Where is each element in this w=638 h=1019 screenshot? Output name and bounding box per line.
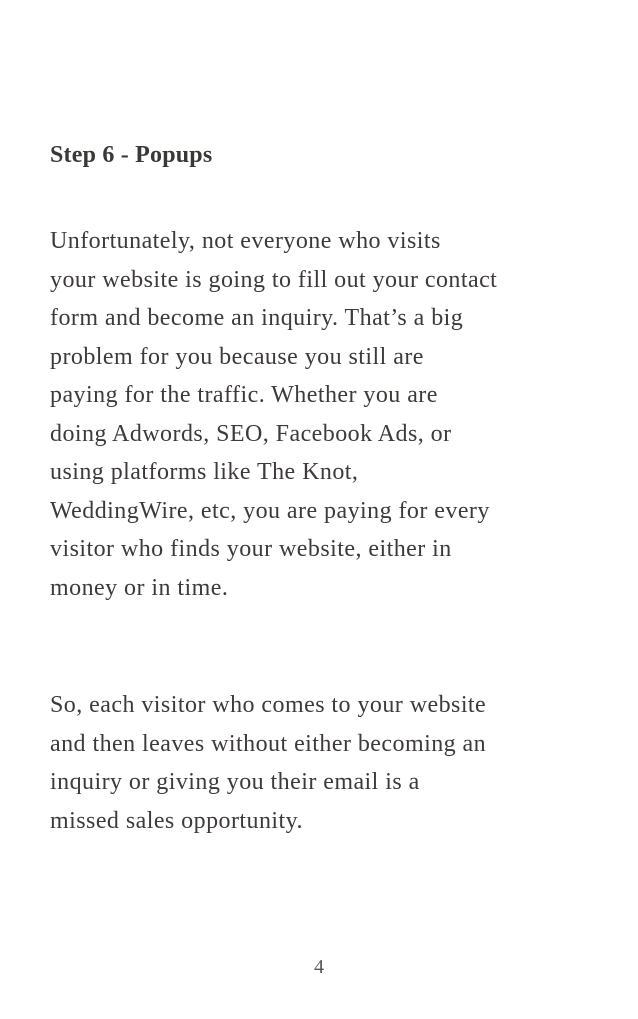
paragraph-line: form and become an inquiry. That’s a big <box>50 305 464 331</box>
paragraph-line: money or in time. <box>50 574 229 601</box>
paragraph-line: So, each visitor who comes to your website <box>50 692 487 718</box>
paragraph-line: problem for you because you still are <box>50 343 424 370</box>
section-heading: Step 6 - Popups <box>50 142 213 168</box>
body-paragraph-1 <box>50 222 497 607</box>
paragraph-line: inquiry or giving you their email is a <box>50 769 420 795</box>
paragraph-line: and then leaves without either becoming an <box>50 730 487 757</box>
paragraph-line: paying for the traffic. Whether you are <box>50 382 438 408</box>
body-paragraph-2 <box>50 686 486 840</box>
paragraph-line: WeddingWire, etc, you are paying for every <box>50 497 490 524</box>
paragraph-line: visitor who finds your website, either in <box>50 536 452 562</box>
page-number: 4 <box>314 956 324 978</box>
paragraph-line: Unfortunately, not everyone who visits <box>50 228 441 254</box>
paragraph-line: using platforms like The Knot, <box>50 459 359 485</box>
paragraph-line: doing Adwords, SEO, Facebook Ads, or <box>50 420 452 447</box>
paragraph-line: missed sales opportunity. <box>50 807 304 834</box>
paragraph-line: your website is going to fill out your contact <box>50 266 498 293</box>
